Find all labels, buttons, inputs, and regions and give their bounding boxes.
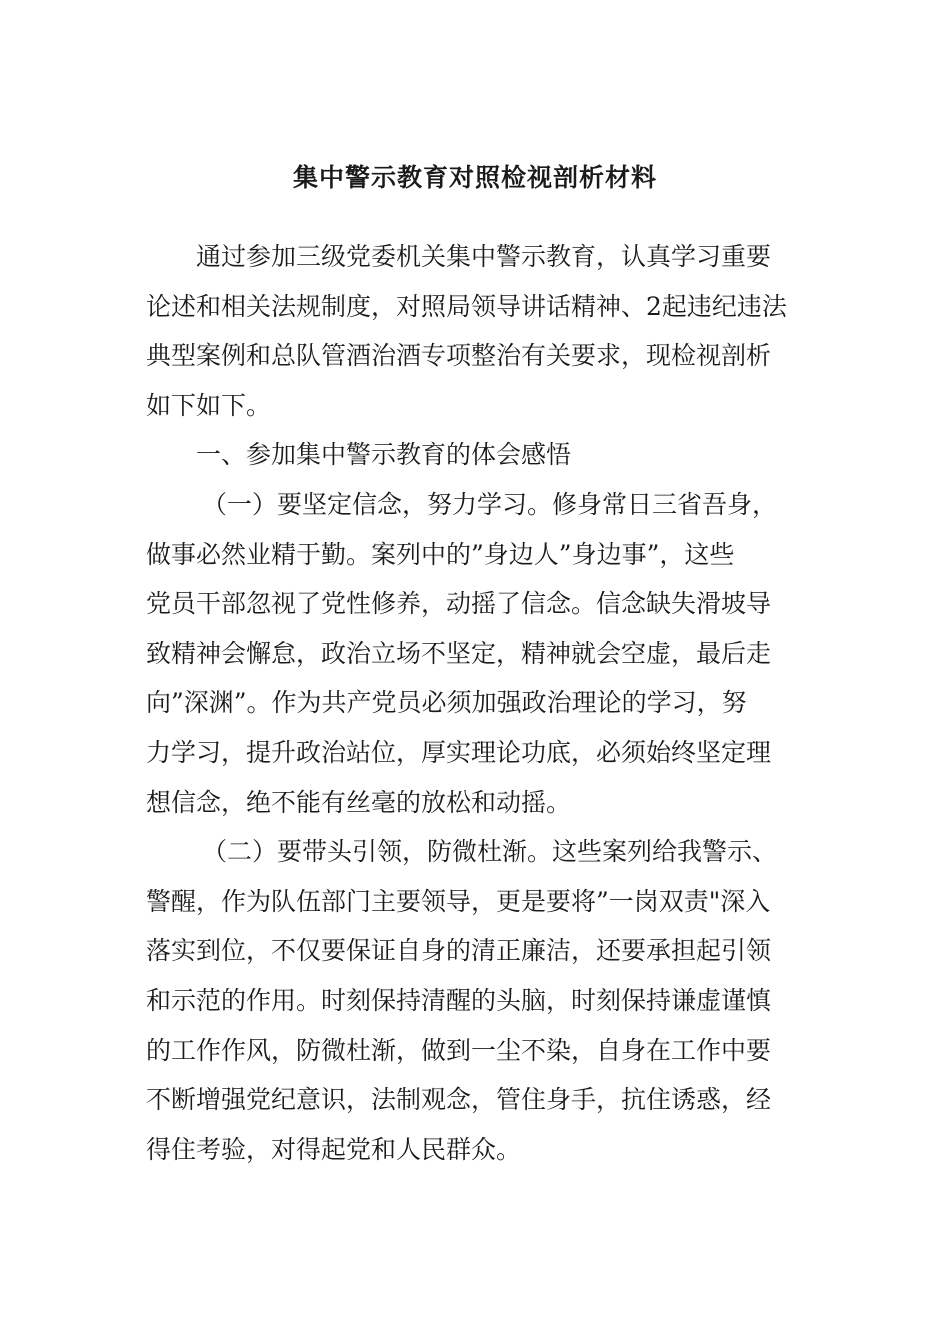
document-body [146, 232, 802, 1174]
paragraph-line: 做事必然业精于勤。案列中的”身边人”身边事”，这些 [146, 539, 735, 569]
paragraph-line: 警醒，作为队伍部门主要领导，更是要将”一岗双责"深入 [146, 886, 771, 916]
subsection-heading-line: （二）要带头引领，防微杜渐。这些案列给我警示、 [202, 837, 778, 867]
paragraph-line: 的工作作风，防微杜渐，做到一尘不染，自身在工作中要 [146, 1035, 772, 1065]
paragraph-line: 党员干部忽视了党性修养，动摇了信念。信念缺失滑坡导 [146, 589, 772, 619]
paragraph-line: 论述和相关法规制度，对照局领导讲话精神、2起违纪违法 [146, 291, 787, 321]
paragraph-line: 通过参加三级党委机关集中警示教育，认真学习重要 [196, 242, 772, 271]
paragraph-line: 致精神会懈怠，政治立场不坚定，精神就会空虚，最后走 [146, 638, 772, 668]
paragraph-line: 不断增强党纪意识，法制观念，管住身手，抗住诱惑，经 [146, 1085, 772, 1115]
paragraph-line: 和示范的作用。时刻保持清醒的头脑，时刻保持谦虚谨慎 [146, 985, 772, 1015]
paragraph-line: 典型案例和总队管酒治酒专项整治有关要求，现检视剖析 [146, 341, 772, 371]
paragraph-line: 落实到位，不仅要保证自身的清正廉洁，还要承担起引领 [146, 936, 772, 966]
paragraph-line: 向”深渊”。作为共产党员必须加强政治理论的学习，努 [146, 688, 747, 718]
section-heading: 一、参加集中警示教育的体会感悟 [196, 440, 572, 470]
paragraph-line: 想信念，绝不能有丝毫的放松和动摇。 [146, 787, 572, 817]
document-title: 集中警示教育对照检视剖析材料 [292, 163, 657, 192]
paragraph-line: 如下如下。 [146, 390, 272, 420]
paragraph-line: 力学习，提升政治站位，厚实理论功底，必须始终坚定理 [146, 737, 772, 767]
subsection-heading-line: （一）要坚定信念，努力学习。修身常日三省吾身， [202, 489, 778, 519]
paragraph-line: 得住考验，对得起党和人民群众。 [146, 1134, 522, 1164]
